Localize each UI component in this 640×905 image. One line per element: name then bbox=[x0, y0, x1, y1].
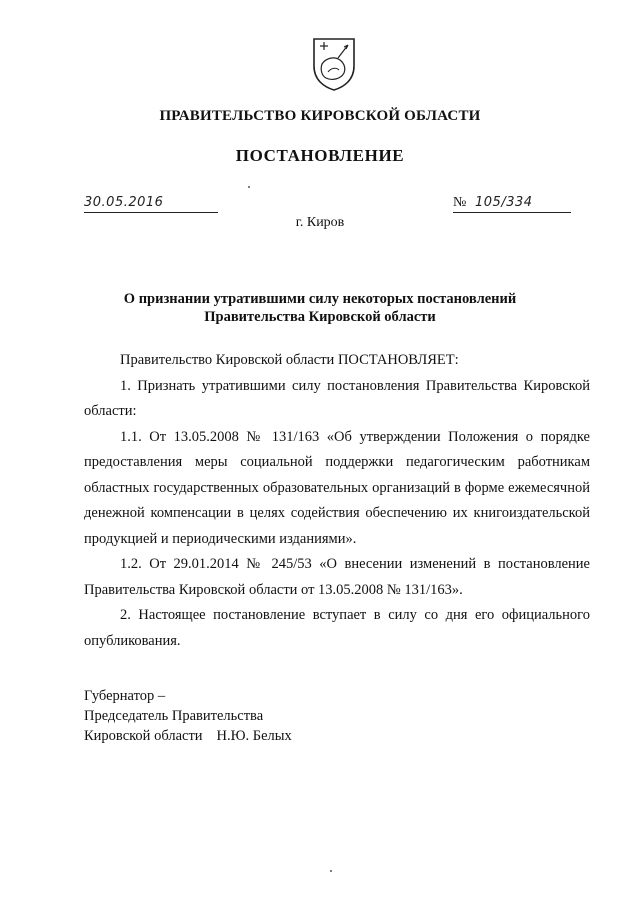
number-field bbox=[453, 195, 571, 213]
signature-title-2: Председатель Правительства bbox=[84, 708, 264, 724]
subject-line-2: Правительства Кировской области bbox=[204, 309, 436, 325]
signature-block bbox=[84, 686, 292, 746]
number-value: 105/334 bbox=[475, 195, 533, 210]
kirov-coat-of-arms-icon bbox=[308, 36, 360, 92]
paragraph-1: 1. Признать утратившими силу постановления Правительства Кировской области: bbox=[84, 377, 590, 419]
scan-speck bbox=[330, 870, 332, 872]
paragraph-1-1: 1.1. От 13.05.2008 № 131/163 «Об утверждении Положения о порядке предоставления меры социальной поддержки педагогическим работникам областных государственных образовательных организаций в форме ежемесячной денежной компенсации в целях содействия обеспечению их книгоиздательской продукцией и периодическими изданиями». bbox=[84, 428, 590, 547]
number-label: № bbox=[453, 195, 467, 210]
date-field bbox=[84, 195, 218, 213]
city-label: г. Киров bbox=[295, 215, 345, 230]
signature-title-3-row bbox=[84, 726, 292, 746]
scan-speck bbox=[248, 186, 250, 188]
document-type-title: ПОСТАНОВЛЕНИЕ bbox=[235, 146, 405, 165]
subject-line-1: О признании утратившими силу некоторых постановлений bbox=[123, 291, 517, 307]
signature-title-3: Кировской области bbox=[84, 728, 203, 744]
organization-heading: ПРАВИТЕЛЬСТВО КИРОВСКОЙ ОБЛАСТИ bbox=[159, 108, 481, 124]
paragraph-1-2: 1.2. От 29.01.2014 № 245/53 «О внесении изменений в постановление Правительства Кировской области от 13.05.2008 № 131/163». bbox=[84, 556, 590, 598]
signature-title-1: Губернатор – bbox=[84, 688, 166, 704]
signatory-name: Н.Ю. Белых bbox=[216, 728, 292, 744]
preamble-paragraph: Правительство Кировской области ПОСТАНОВЛЯЕТ: bbox=[120, 352, 459, 368]
document-subject bbox=[0, 290, 640, 326]
date-value: 30.05.2016 bbox=[84, 195, 164, 210]
document-body bbox=[84, 348, 590, 654]
paragraph-2: 2. Настоящее постановление вступает в силу со дня его официального опубликования. bbox=[84, 607, 590, 649]
